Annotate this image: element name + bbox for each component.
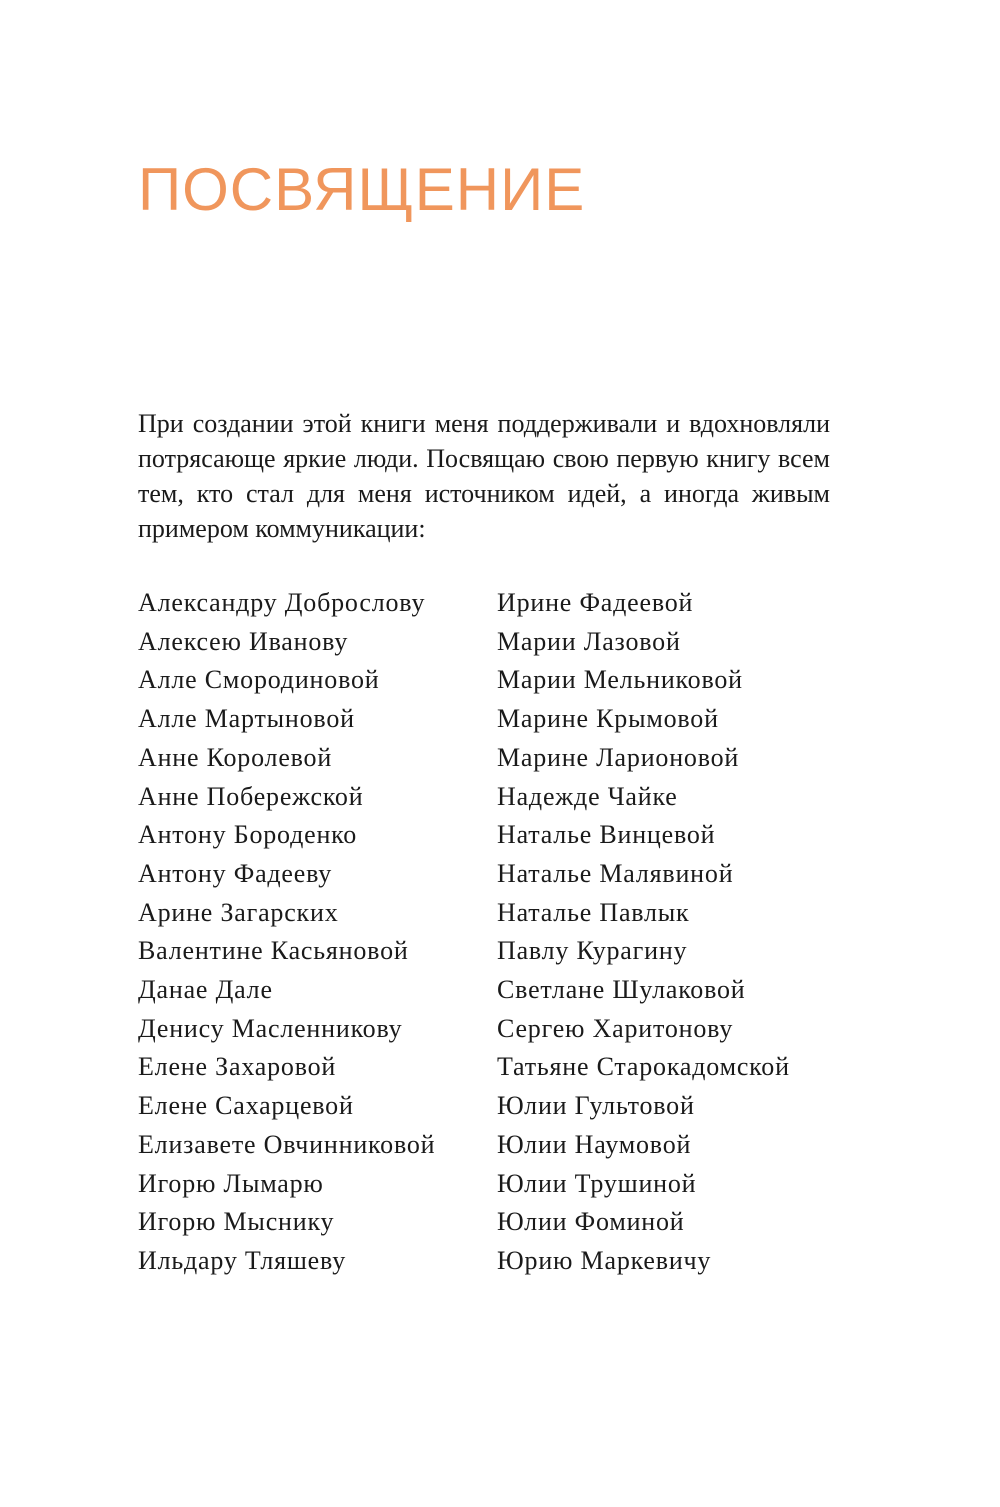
dedication-name: Алексею Иванову: [138, 626, 349, 656]
dedication-name: Татьяне Старокадомской: [497, 1052, 790, 1082]
dedication-name: Ирине Фадеевой: [497, 588, 694, 617]
dedication-name: Александру Доброслову: [138, 588, 426, 617]
dedication-name: Елене Захаровой: [138, 1052, 337, 1082]
dedication-name: Алле Мартыновой: [138, 704, 355, 734]
dedication-name: Юрию Маркевичу: [497, 1245, 712, 1275]
dedication-name: Павлу Курагину: [497, 936, 688, 966]
dedication-name: Юлии Фоминой: [497, 1207, 685, 1237]
dedication-name: Алле Смородиновой: [138, 665, 380, 695]
names-column-right: [497, 584, 857, 1281]
names-column-left: [138, 584, 488, 1281]
dedication-name: Наталье Павлык: [497, 897, 690, 927]
dedication-name: Ильдару Тляшеву: [138, 1245, 347, 1275]
dedication-name: Арине Загарских: [138, 897, 339, 927]
dedication-name: Игорю Лымарю: [138, 1168, 324, 1198]
dedication-name: Наталье Малявиной: [497, 858, 734, 888]
dedication-name: Марине Крымовой: [497, 704, 719, 734]
dedication-name: Данае Дале: [138, 975, 273, 1005]
dedication-name: Анне Королевой: [138, 742, 333, 772]
dedication-name: Елизавете Овчинниковой: [138, 1129, 436, 1159]
dedication-name: Антону Бороденко: [138, 820, 358, 850]
dedication-name: Надежде Чайке: [497, 781, 678, 811]
dedication-name: Юлии Трушиной: [497, 1168, 697, 1198]
dedication-name: Денису Масленникову: [138, 1013, 403, 1043]
dedication-name: Марине Ларионовой: [497, 742, 740, 772]
dedication-name: Наталье Винцевой: [497, 820, 716, 850]
dedication-name: Марии Мельниковой: [497, 665, 743, 695]
dedication-name: Юлии Гультовой: [497, 1091, 695, 1121]
dedication-name: Анне Побережской: [138, 781, 364, 811]
intro-paragraph: При создании этой книги меня поддерживали и вдохновляли потрясающе яркие люди. Посвящаю свою первую книгу всем тем, кто стал для меня источником идей, а иногда живым примером коммуникации:: [138, 409, 830, 543]
page-title: ПОСВЯЩЕНИЕ: [138, 156, 586, 223]
dedication-name: Елене Сахарцевой: [138, 1091, 354, 1121]
dedication-name: Сергею Харитонову: [497, 1013, 734, 1043]
dedication-name: Марии Лазовой: [497, 626, 681, 656]
dedication-name: Игорю Мыснику: [138, 1207, 335, 1237]
dedication-name: Валентине Касьяновой: [138, 936, 409, 966]
dedication-name: Юлии Наумовой: [497, 1129, 692, 1159]
dedication-name: Антону Фадееву: [138, 858, 333, 888]
dedication-name: Светлане Шулаковой: [497, 975, 746, 1005]
